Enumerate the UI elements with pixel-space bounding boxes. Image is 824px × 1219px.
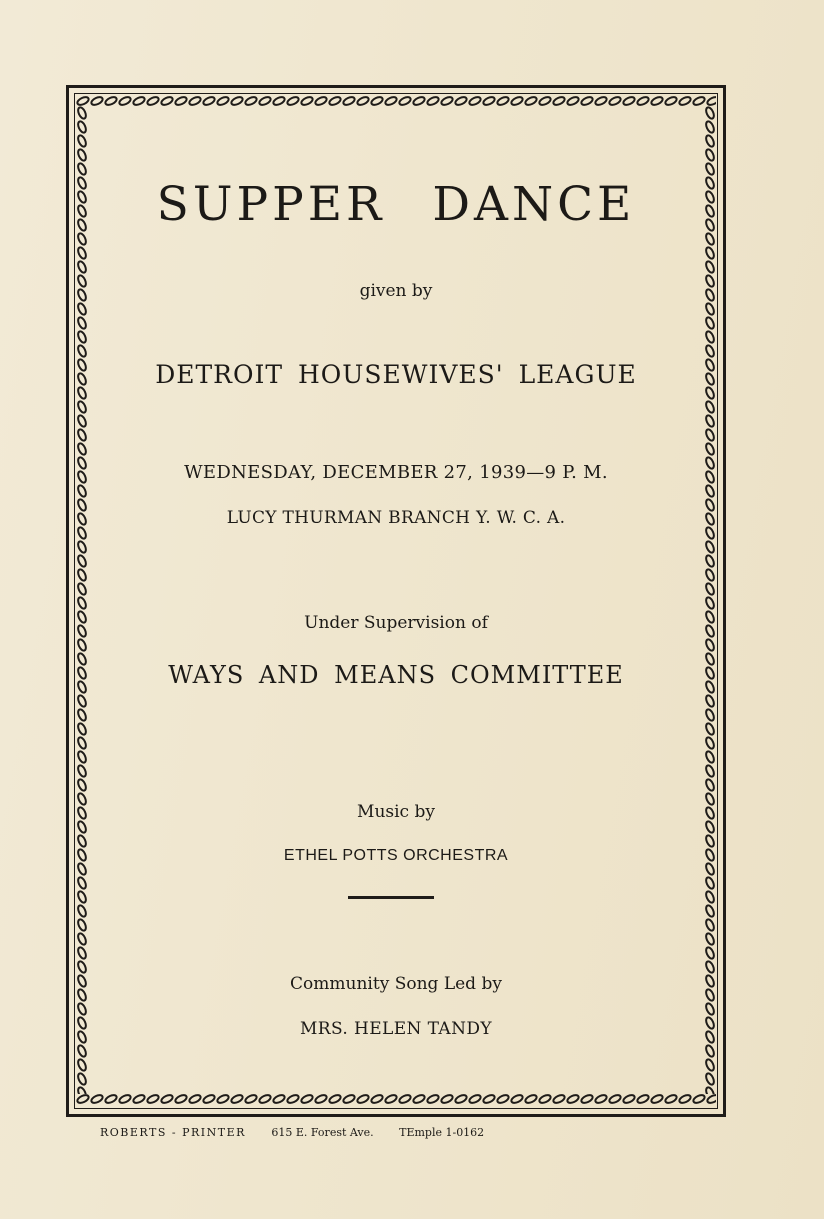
printer-phone: TEmple 1-0162 bbox=[399, 1126, 485, 1139]
program-title: SUPPER DANCE bbox=[156, 177, 636, 232]
organization-name: DETROIT HOUSEWIVES' LEAGUE bbox=[155, 360, 637, 389]
community-song-label: Community Song Led by bbox=[290, 974, 502, 994]
orchestra-name: ETHEL POTTS ORCHESTRA bbox=[283, 847, 509, 864]
ornamental-chain-border-bottom bbox=[76, 1092, 716, 1106]
music-label: Music by bbox=[357, 802, 435, 822]
inner-border bbox=[74, 93, 718, 1109]
given-by-label: given by bbox=[359, 281, 433, 301]
supervision-label: Under Supervision of bbox=[304, 613, 488, 633]
event-date-time: WEDNESDAY, DECEMBER 27, 1939—9 P. M. bbox=[184, 462, 608, 483]
divider-rule bbox=[348, 896, 434, 899]
ornamental-chain-border-top bbox=[76, 94, 716, 108]
ornamental-chain-border-right bbox=[703, 106, 717, 1094]
ornamental-chain-border-left bbox=[75, 106, 89, 1094]
printer-address: 615 E. Forest Ave. bbox=[271, 1126, 374, 1139]
committee-name: WAYS AND MEANS COMMITTEE bbox=[168, 661, 624, 689]
event-venue: LUCY THURMAN BRANCH Y. W. C. A. bbox=[226, 508, 566, 528]
song-leader-name: MRS. HELEN TANDY bbox=[299, 1019, 493, 1039]
printer-name: ROBERTS - PRINTER bbox=[100, 1126, 246, 1139]
printer-credit bbox=[100, 1126, 506, 1139]
